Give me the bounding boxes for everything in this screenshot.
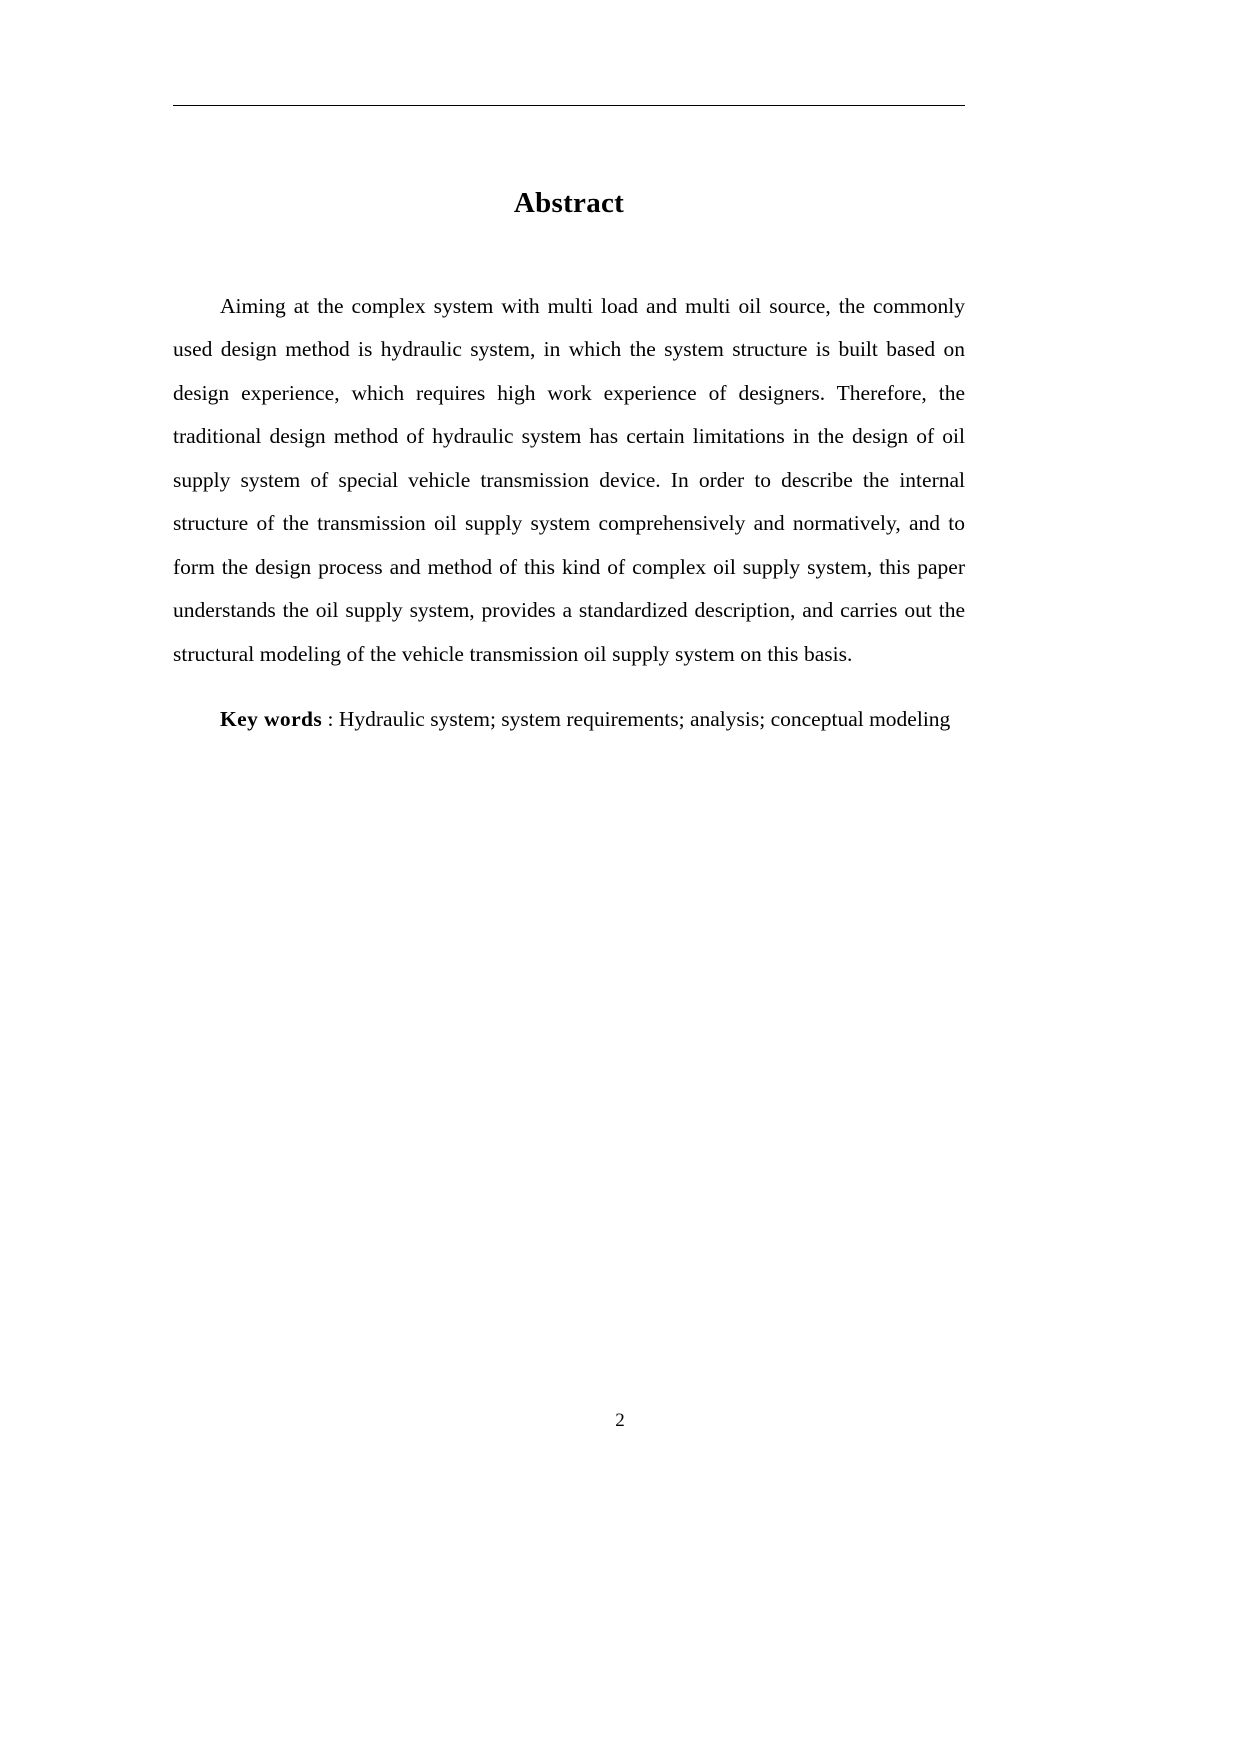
abstract-paragraph: Aiming at the complex system with multi load and multi oil source, the commonly used design method is hydraulic system, in which the system structure is built based on design experience, which requires high work experience of designers. Therefore, the traditional design method of hydraulic system has certain limitations in the design of oil supply system of special vehicle transmission device. In order to describe the internal structure of the transmission oil supply system comprehensively and normatively, and to form the design process and method of this kind of complex oil supply system, this paper understands the oil supply system, provides a standardized description, and carries out the structural modeling of the vehicle transmission oil supply system on this basis. — [173, 293, 965, 666]
keywords-line — [173, 698, 965, 742]
header-rule — [173, 105, 965, 106]
keywords-label: Key words — [220, 706, 323, 731]
keywords-text: Hydraulic system; system requirements; analysis; conceptual modeling — [338, 706, 951, 731]
keywords-separator: : — [322, 706, 339, 731]
page-number: 2 — [615, 1410, 625, 1431]
page-content — [173, 185, 965, 763]
page-title: Abstract — [513, 187, 625, 219]
